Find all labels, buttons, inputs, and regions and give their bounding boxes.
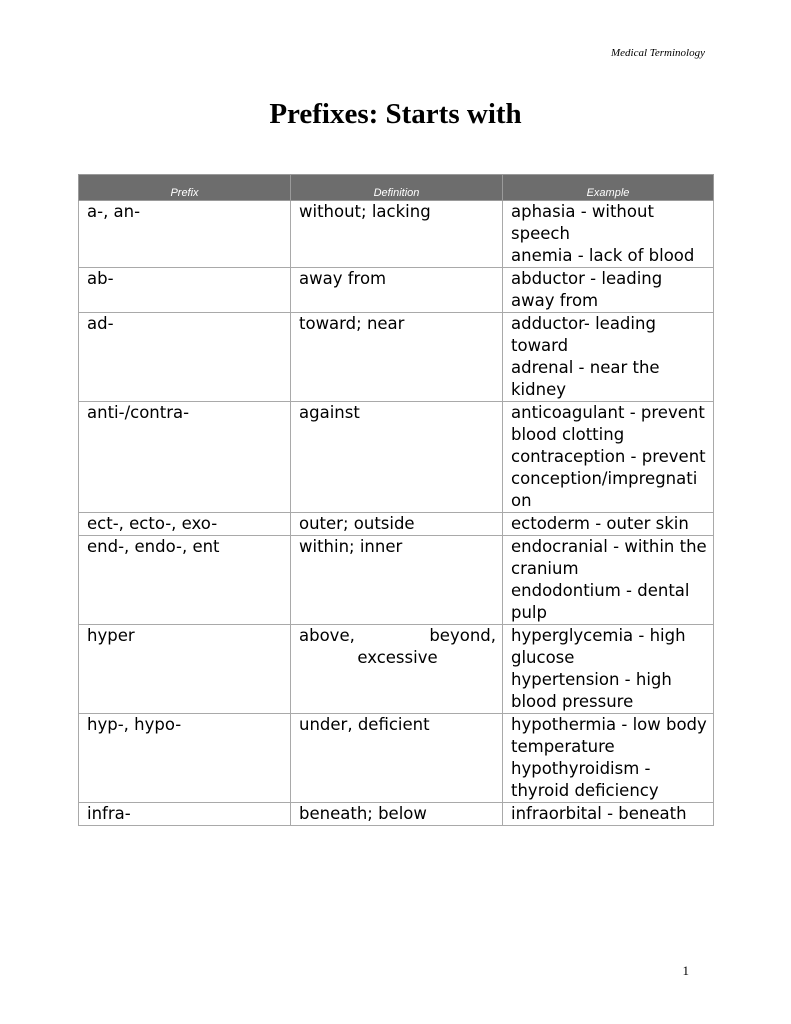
example-text: anticoagulant - prevent blood clotting <box>511 403 705 444</box>
example-text: adrenal - near the kidney <box>511 358 660 399</box>
example-text: hypothermia - low body temperature <box>511 715 707 756</box>
example-cell <box>503 402 714 513</box>
column-header-prefix: Prefix <box>79 175 291 201</box>
table-row <box>79 268 714 313</box>
example-cell <box>503 201 714 268</box>
example-cell <box>503 714 714 803</box>
example-text: abductor - leading away from <box>511 269 663 310</box>
table-row <box>79 625 714 714</box>
definition-cell: above, beyond, excessive <box>291 625 503 714</box>
table-header-row <box>79 175 714 201</box>
prefix-cell: end-, endo-, ent <box>79 536 291 625</box>
table-row <box>79 536 714 625</box>
prefix-cell: anti-/contra- <box>79 402 291 513</box>
page-number: 1 <box>682 963 689 978</box>
example-text: hypertension - high blood pressure <box>511 670 672 711</box>
example-text: hyperglycemia - high glucose <box>511 626 686 667</box>
prefix-cell: hyper <box>79 625 291 714</box>
table-row <box>79 313 714 402</box>
example-cell <box>503 313 714 402</box>
example-cell <box>503 513 714 536</box>
example-text: adductor- leading toward <box>511 314 656 355</box>
example-text: ectoderm - outer skin <box>511 514 689 533</box>
column-header-definition: Definition <box>291 175 503 201</box>
prefix-cell: ab- <box>79 268 291 313</box>
column-header-example: Example <box>503 175 714 201</box>
example-text: anemia - lack of blood <box>511 246 695 265</box>
table-row <box>79 201 714 268</box>
table-row <box>79 714 714 803</box>
example-cell <box>503 536 714 625</box>
example-cell <box>503 803 714 826</box>
example-text: infraorbital - beneath <box>511 804 687 823</box>
example-text: endodontium - dental pulp <box>511 581 690 622</box>
definition-cell: outer; outside <box>291 513 503 536</box>
definition-cell: toward; near <box>291 313 503 402</box>
definition-cell: against <box>291 402 503 513</box>
prefix-cell: infra- <box>79 803 291 826</box>
example-text: contraception - prevent conception/impregnation <box>511 447 706 510</box>
prefix-table <box>78 174 714 826</box>
prefix-cell: a-, an- <box>79 201 291 268</box>
definition-cell: within; inner <box>291 536 503 625</box>
running-header: Medical Terminology <box>611 47 705 59</box>
definition-cell: away from <box>291 268 503 313</box>
example-text: endocranial - within the cranium <box>511 537 707 578</box>
example-text: hypothyroidism - thyroid deficiency <box>511 759 659 800</box>
example-text: aphasia - without speech <box>511 202 654 243</box>
example-cell <box>503 625 714 714</box>
definition-cell: beneath; below <box>291 803 503 826</box>
definition-cell: under, deficient <box>291 714 503 803</box>
prefix-cell: ect-, ecto-, exo- <box>79 513 291 536</box>
example-cell <box>503 268 714 313</box>
prefix-cell: hyp-, hypo- <box>79 714 291 803</box>
definition-cell: without; lacking <box>291 201 503 268</box>
table-row <box>79 803 714 826</box>
prefix-cell: ad- <box>79 313 291 402</box>
table-row <box>79 402 714 513</box>
table-row <box>79 513 714 536</box>
page-title: Prefixes: Starts with <box>269 98 522 130</box>
